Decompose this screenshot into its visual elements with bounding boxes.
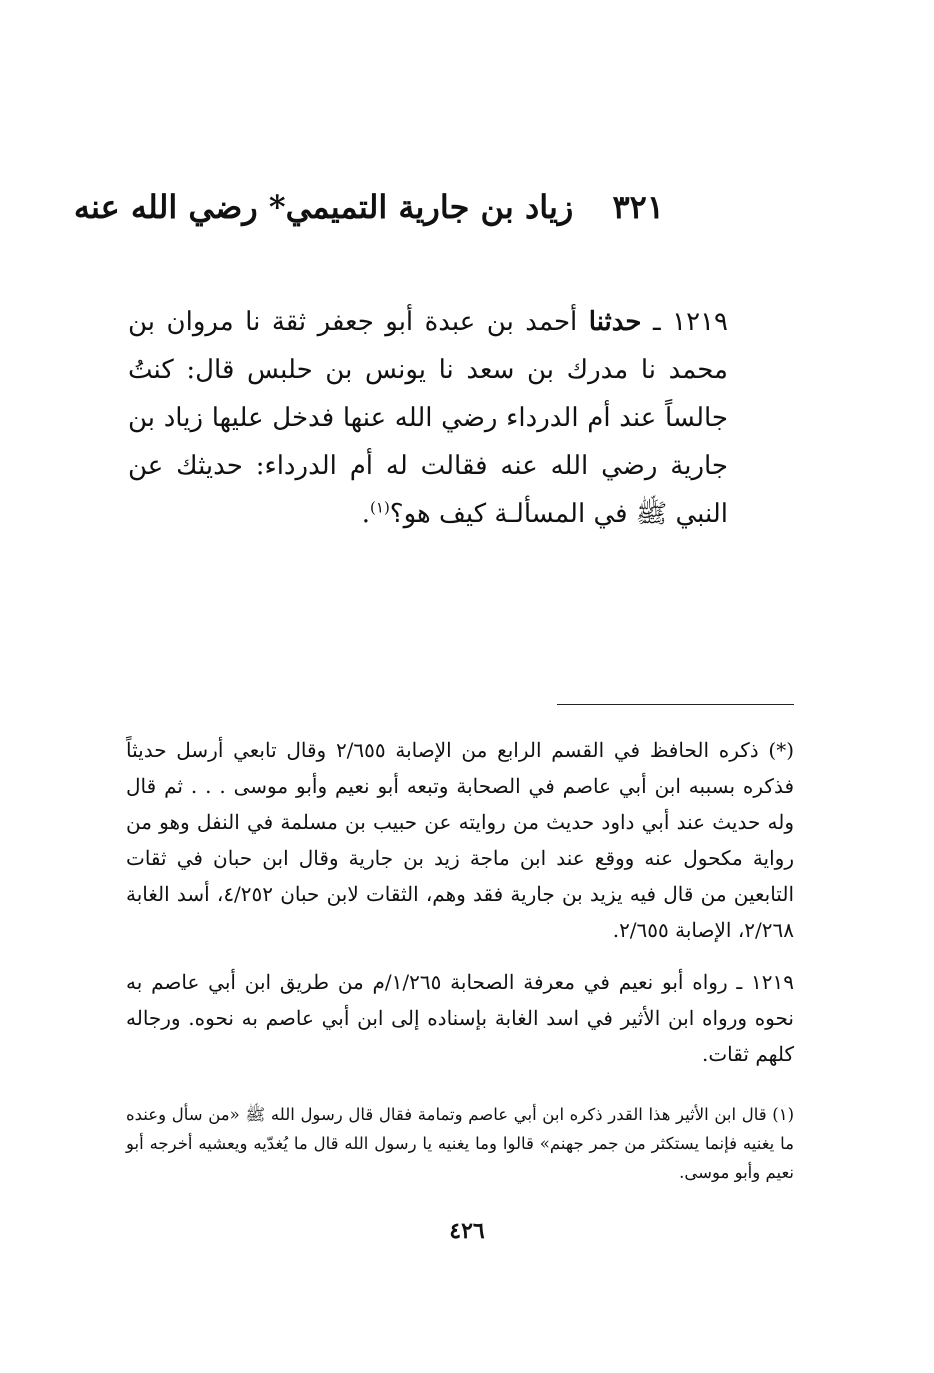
hadith-number: ١٢١٩ ـ (653, 307, 728, 337)
hadith-end: . (361, 499, 371, 529)
biography-note-text: (*) ذكره الحافظ في القسم الرابع من الإصابة ٢/٦٥٥ وقال تابعي أرسل حديثاً فذكره بسببه ابن أبي عاصم في الصحابة وتبعه أبو نعيم وأبو موسى . . . ثم قال وله حديث عند أبي داود حديث من روايته عن حبيب بن مسلمة في النفل وهو من رواية مكحول عنه ووقع عند ابن ماجة زيد بن جارية وقال ابن حبان في ثقات التابعين من قال فيه يزيد بن جارية فقد وهم، الثقات لابن حبان ٤/٢٥٢، أسد الغابة ٢/٢٦٨، الإصابة ٢/٦٥٥. (126, 738, 794, 942)
chapter-number: ٣٢١ (612, 188, 664, 227)
footnote (126, 1100, 794, 1187)
footnote-reference: (١) (370, 498, 390, 517)
page-number: ٤٢٦ (449, 1218, 485, 1244)
chapter-title: زياد بن جارية التميمي* رضي الله عنه (73, 188, 574, 227)
hadith-tahdith: حدثنا (588, 307, 642, 337)
hadith-text: أحمد بن عبدة أبو جعفر ثقة نا مروان بن محمد نا مدرك بن سعد نا يونس بن حلبس قال: كنتُ جالساً عند أم الدرداء رضي الله عنها فدخل عليها زياد بن جارية رضي الله عنه فقالت له أم الدرداء: حديثك عن النبي ﷺ في المسألـة كيف هو؟ (128, 307, 728, 529)
chapter-heading (73, 179, 664, 235)
takhrij-note-text: ١٢١٩ ـ رواه أبو نعيم في معرفة الصحابة ١/٢٦٥/م من طريق ابن أبي عاصم به نحوه ورواه ابن الأثير في اسد الغابة بإسناده إلى ابن أبي عاصم به نحوه. ورجاله كلهم ثقات. (126, 970, 794, 1066)
hadith-body (128, 298, 728, 538)
footnote-text: (١) قال ابن الأثير هذا القدر ذكره ابن أبي عاصم وتمامة فقال قال رسول الله ﷺ «من سأل وعنده ما يغنيه فإنما يستكثر من جمر جهنم» قالوا وما يغنيه يا رسول الله قال ما يُغدّيه ويعشيه أخرجه أبو نعيم وأبو موسى. (126, 1105, 794, 1182)
biography-note (126, 732, 794, 948)
footnote-separator (557, 704, 794, 705)
takhrij-note (126, 964, 794, 1072)
